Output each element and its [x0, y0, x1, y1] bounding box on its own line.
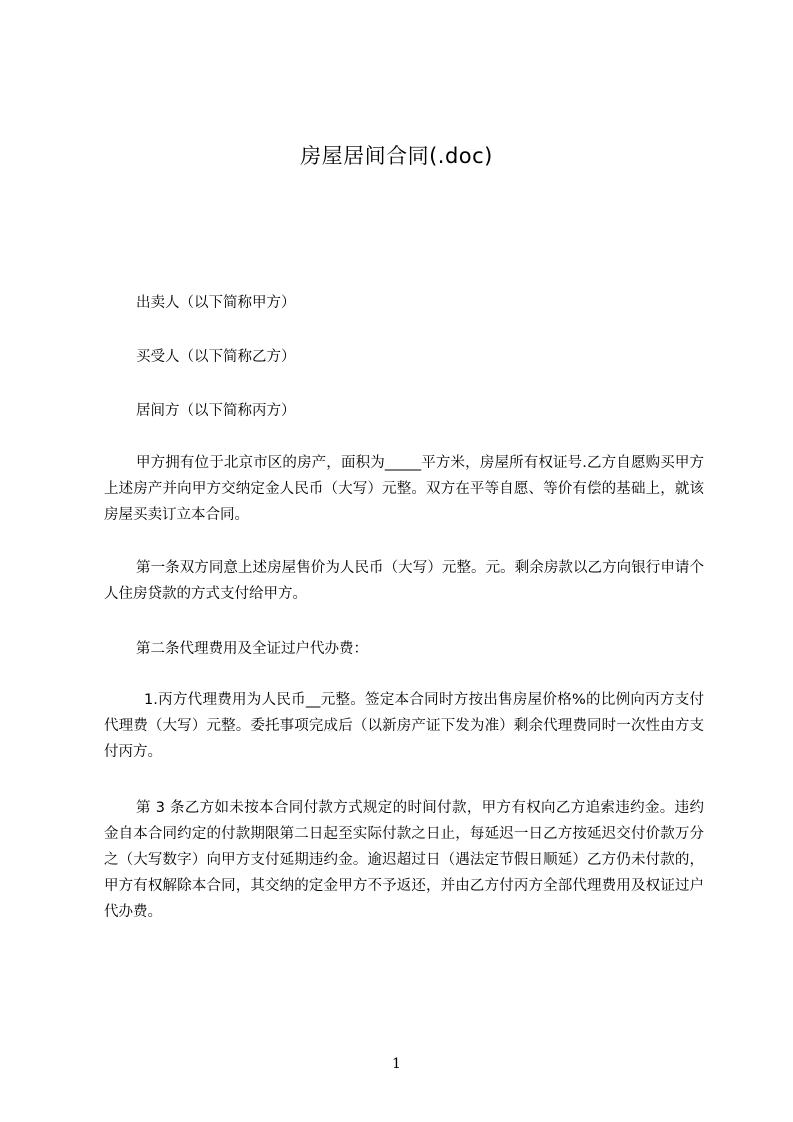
article-2-heading: 第二条代理费用及全证过户代办费： [136, 641, 368, 657]
party-buyer: 买受人（以下简称乙方） [136, 349, 296, 365]
party-seller: 出卖人（以下简称甲方） [136, 295, 296, 311]
article-3-paragraph: 第 3 条乙方如未按本合同付款方式规定的时间付款，甲方有权向乙方追索违约金。违约金自本合同约定的付款期限第二日起至实际付款之日止，每延迟一日乙方按延迟交付价款万分之（大写数字）向甲方支付延期违约金。逾迟超过日（遇法定节假日顺延）乙方仍未付款的，甲方有权解除本合同，其交纳的定金甲方不予返还，并由乙方付丙方全部代理费用及权证过户代办费。 [104, 800, 704, 920]
document-title: 房屋居间合同(.doc) [300, 144, 493, 168]
article-2-item-1: 1.丙方代理费用为人民币__元整。签定本合同时方按出售房屋价格%的比例向丙方支付代理费（大写）元整。委托事项完成后（以新房产证下发为准）剩余代理费同时一次性由方支付丙方。 [104, 692, 704, 760]
article-1-paragraph: 第一条双方同意上述房屋售价为人民币（大写）元整。元。剩余房款以乙方向银行申请个人住房贷款的方式支付给甲方。 [104, 560, 704, 602]
intro-paragraph: 甲方拥有位于北京市区的房产，面积为_____平方米，房屋所有权证号.乙方自愿购买甲方上述房产并向甲方交纳定金人民币（大写）元整。双方在平等自愿、等价有偿的基础上，就该房屋买卖订立本合同。 [104, 455, 704, 523]
party-intermediary: 居间方（以下简称丙方） [136, 403, 296, 419]
page-number: 1 [392, 1056, 401, 1072]
